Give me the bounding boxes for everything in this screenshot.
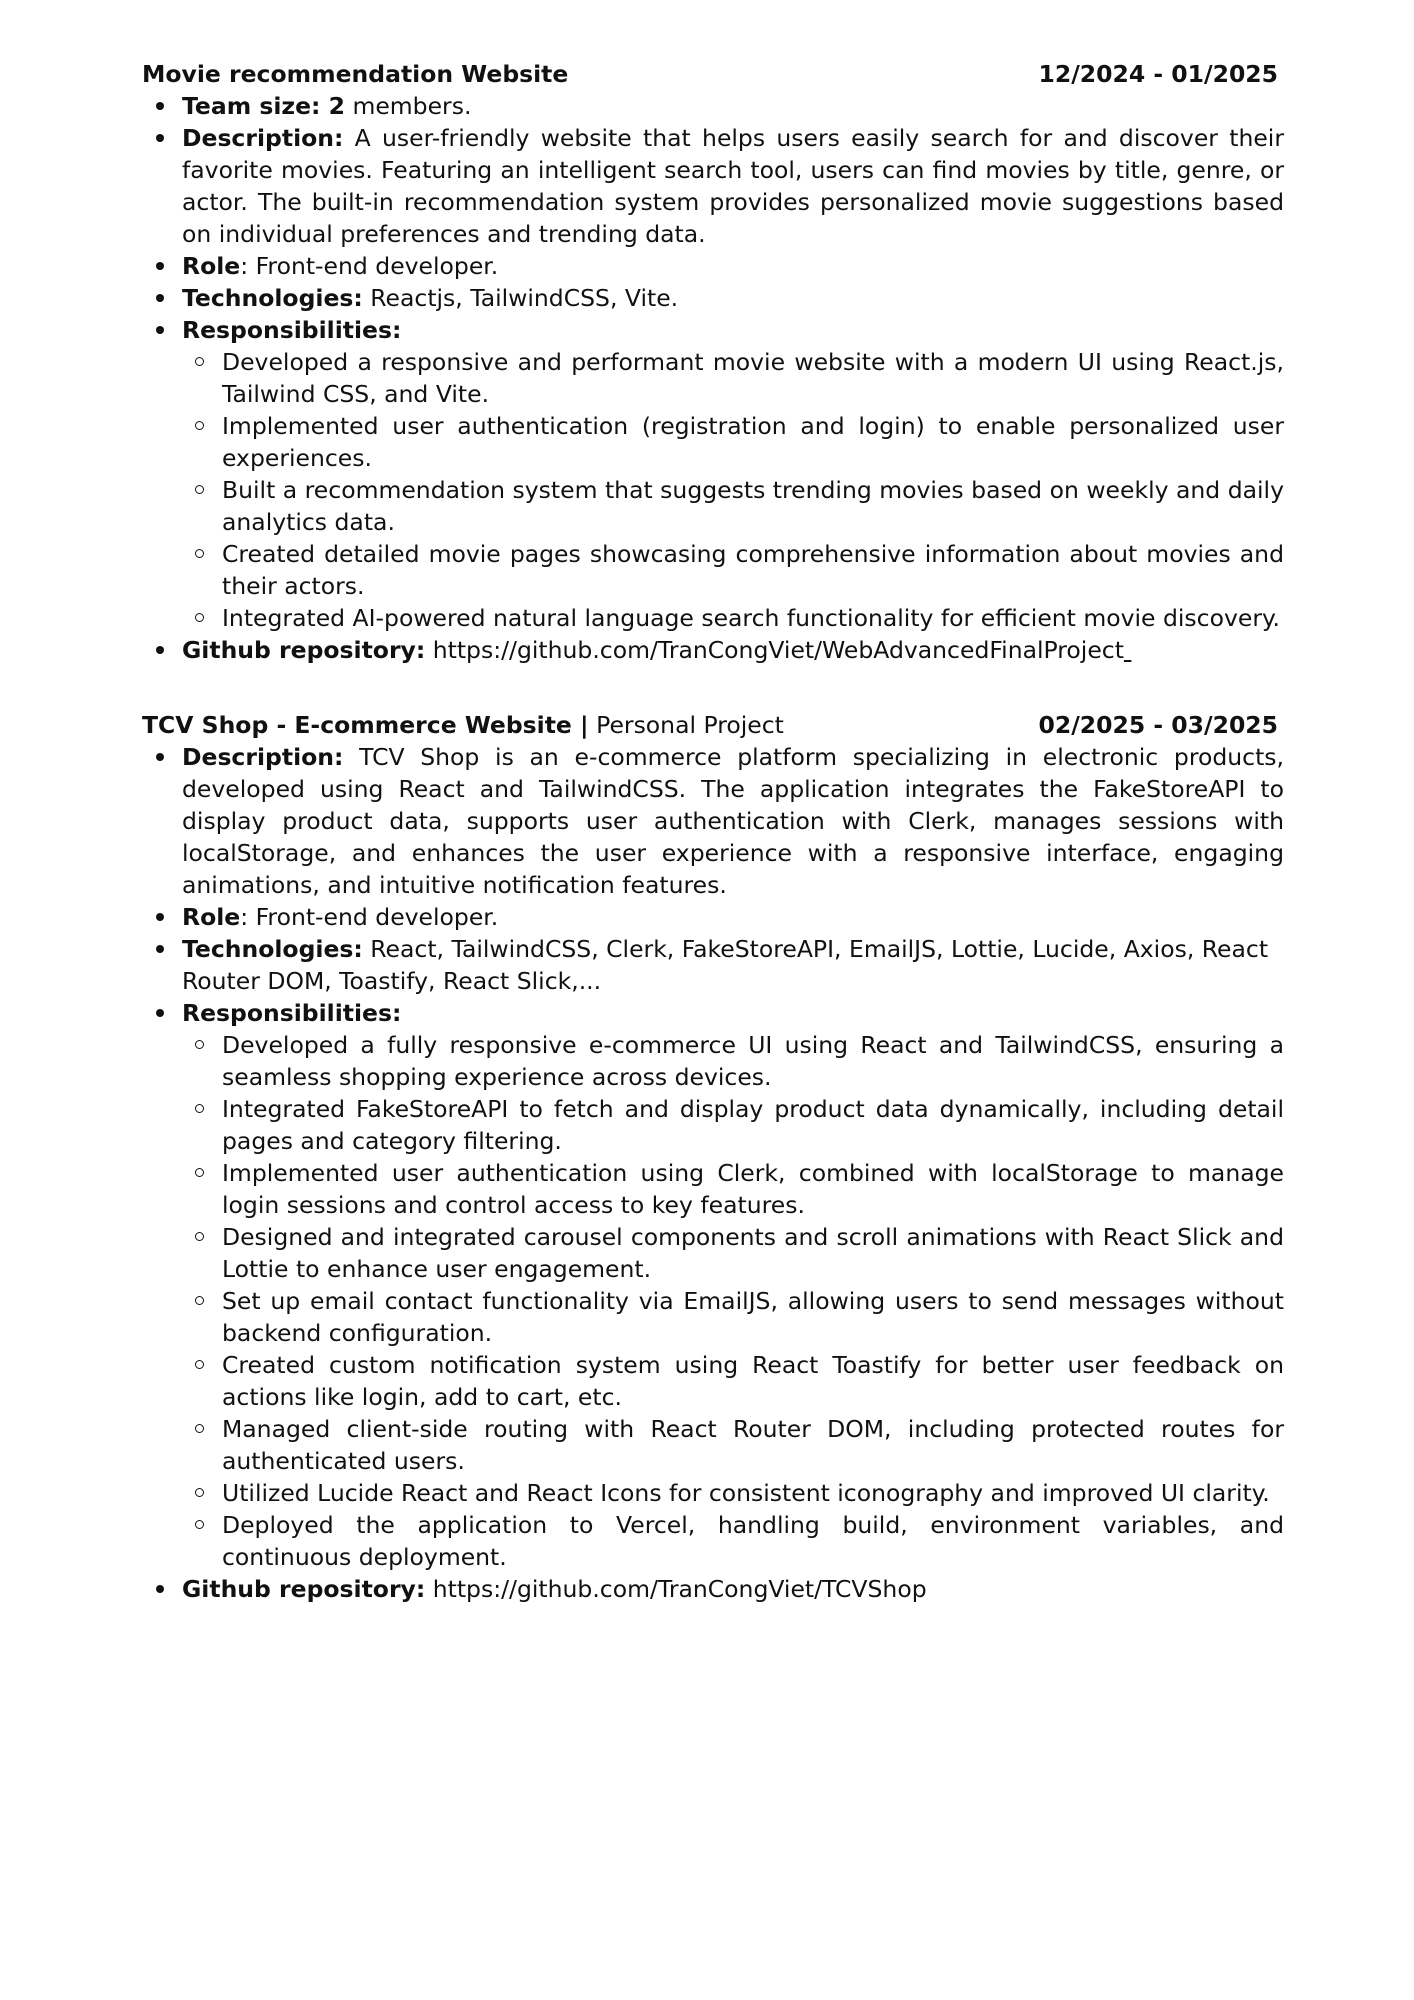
link-underline-space xyxy=(1124,636,1131,664)
responsibility-item: Designed and integrated carousel components and scroll animations with React Slick and Lottie to enhance user engagement. xyxy=(222,1223,1284,1283)
responsibility-item: Created detailed movie pages showcasing comprehensive information about movies and their actors. xyxy=(222,540,1284,600)
github-link[interactable]: https://github.com/TranCongViet/WebAdvancedFinalProject xyxy=(425,636,1124,664)
role-text: : Front-end developer. xyxy=(240,252,499,280)
responsibilities-label: Responsibilities: xyxy=(182,999,402,1027)
project-subtitle: Personal Project xyxy=(588,711,784,739)
responsibilities-label: Responsibilities: xyxy=(182,316,402,344)
project-header xyxy=(142,709,1284,741)
github-link[interactable]: https://github.com/TranCongViet/TCVShop xyxy=(425,1575,927,1603)
role-item xyxy=(182,901,1284,933)
description-item xyxy=(182,122,1284,250)
project-title: Movie recommendation Website xyxy=(142,60,569,88)
responsibility-item: Deployed the application to Vercel, handling build, environment variables, and continuous deployment. xyxy=(222,1511,1284,1571)
github-item xyxy=(182,1573,1284,1605)
github-item xyxy=(182,634,1284,666)
project-details-list xyxy=(142,90,1284,666)
team-size-item xyxy=(182,90,1284,122)
description-text: TCV Shop is an e-commerce platform specializing in electronic products, developed using React and TailwindCSS. The application integrates the FakeStoreAPI to display product data, supports user authentication with Clerk, manages sessions with localStorage, and enhances the user experience with a responsive interface, engaging animations, and intuitive notification features. xyxy=(182,743,1284,899)
responsibility-item: Built a recommendation system that suggests trending movies based on weekly and daily analytics data. xyxy=(222,476,1284,536)
role-item xyxy=(182,250,1284,282)
responsibility-item: Implemented user authentication (registration and login) to enable personalized user experiences. xyxy=(222,412,1284,472)
technologies-text: React, TailwindCSS, Clerk, FakeStoreAPI, EmailJS, Lottie, Lucide, Axios, React Router DOM, Toastify, React Slick,... xyxy=(182,935,1269,995)
project-title-wrap xyxy=(142,58,568,90)
project-title-wrap xyxy=(142,709,784,741)
responsibility-item: Utilized Lucide React and React Icons for consistent iconography and improved UI clarity. xyxy=(222,1477,1284,1509)
team-size-label: Team size: 2 xyxy=(182,92,345,120)
description-text: A user-friendly website that helps users easily search for and discover their favorite movies. Featuring an intelligent search tool, users can find movies by title, genre, or actor. The built-in recommendation system provides personalized movie suggestions based on individual preferences and trending data. xyxy=(182,124,1284,248)
github-label: Github repository: xyxy=(182,636,426,664)
technologies-text: Reactjs, TailwindCSS, Vite. xyxy=(362,284,679,312)
project-details-list xyxy=(142,741,1284,1605)
technologies-item xyxy=(182,933,1284,997)
role-label: Role xyxy=(182,252,241,280)
project-tcv-shop xyxy=(142,709,1284,1605)
role-label: Role xyxy=(182,903,241,931)
responsibility-item: Integrated AI-powered natural language search functionality for efficient movie discovery. xyxy=(222,602,1284,634)
responsibilities-item xyxy=(182,314,1284,634)
description-label: Description: xyxy=(182,743,344,771)
responsibilities-item xyxy=(182,997,1284,1573)
github-label: Github repository: xyxy=(182,1575,426,1603)
responsibilities-list xyxy=(182,1029,1284,1573)
technologies-label: Technologies: xyxy=(182,935,363,963)
resume-projects-page xyxy=(142,58,1284,1605)
description-item xyxy=(182,741,1284,901)
role-text: : Front-end developer. xyxy=(240,903,499,931)
project-title: TCV Shop - E-commerce Website | xyxy=(142,711,589,739)
project-date: 12/2024 - 01/2025 xyxy=(1038,60,1278,88)
project-movie-recommendation xyxy=(142,58,1284,666)
responsibility-item: Developed a responsive and performant movie website with a modern UI using React.js, Tailwind CSS, and Vite. xyxy=(222,348,1284,408)
description-label: Description: xyxy=(182,124,344,152)
project-header xyxy=(142,58,1284,90)
technologies-item xyxy=(182,282,1284,314)
responsibility-item: Managed client-side routing with React Router DOM, including protected routes for authenticated users. xyxy=(222,1415,1284,1475)
technologies-label: Technologies: xyxy=(182,284,363,312)
responsibility-item: Implemented user authentication using Clerk, combined with localStorage to manage login sessions and control access to key features. xyxy=(222,1159,1284,1219)
responsibility-item: Developed a fully responsive e-commerce UI using React and TailwindCSS, ensuring a seamless shopping experience across devices. xyxy=(222,1031,1284,1091)
responsibility-item: Created custom notification system using React Toastify for better user feedback on actions like login, add to cart, etc. xyxy=(222,1351,1284,1411)
team-size-value: members. xyxy=(344,92,472,120)
responsibility-item: Set up email contact functionality via EmailJS, allowing users to send messages without backend configuration. xyxy=(222,1287,1284,1347)
responsibility-item: Integrated FakeStoreAPI to fetch and display product data dynamically, including detail pages and category filtering. xyxy=(222,1095,1284,1155)
responsibilities-list xyxy=(182,346,1284,634)
project-date: 02/2025 - 03/2025 xyxy=(1038,711,1278,739)
